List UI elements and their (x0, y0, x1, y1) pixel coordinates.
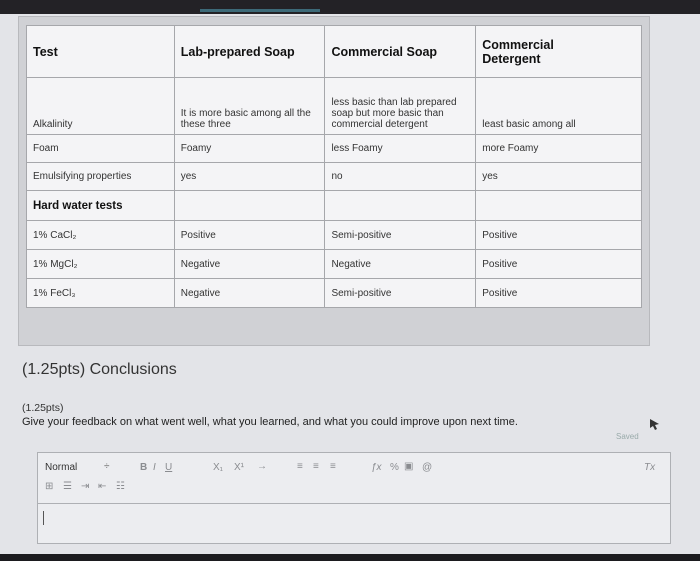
formula-button[interactable]: ƒx (371, 462, 382, 473)
cell-detergent: more Foamy (476, 135, 642, 163)
cell-commercial-soap: Negative (325, 250, 476, 279)
cell-lab: Positive (174, 221, 325, 250)
saved-status: Saved (616, 432, 639, 441)
results-table-panel (18, 16, 650, 346)
outdent-icon[interactable]: ⇤ (98, 481, 107, 492)
mouse-cursor-icon (647, 417, 661, 431)
header-detergent: Commercial Detergent (476, 26, 642, 78)
cell-test: Alkalinity (27, 78, 175, 135)
editor-text-area[interactable] (38, 504, 670, 542)
table-row (27, 279, 642, 308)
table-row (27, 163, 642, 191)
cell-lab: Negative (174, 250, 325, 279)
superscript-button[interactable]: X¹ (234, 462, 244, 473)
align-right-button[interactable]: ≡ (330, 461, 336, 472)
cell-detergent: Positive (476, 279, 642, 308)
page (0, 14, 700, 554)
points-label: (1.25pts) (22, 402, 64, 414)
section-row (27, 191, 642, 221)
header-lab-soap: Lab-prepared Soap (174, 26, 325, 78)
subscript-button[interactable]: X₁ (213, 462, 224, 473)
cell-commercial-soap: less basic than lab prepared soap but more basic than commercial detergent (325, 78, 476, 135)
header-test: Test (27, 26, 175, 78)
bottom-bezel (0, 554, 700, 561)
cell-commercial-soap: Semi-positive (325, 279, 476, 308)
header-commercial-soap: Commercial Soap (325, 26, 476, 78)
table-row (27, 250, 642, 279)
text-caret (43, 511, 44, 525)
cell-lab: Foamy (174, 135, 325, 163)
format-select[interactable]: Normal (45, 462, 78, 473)
arrow-button[interactable]: → (257, 461, 267, 472)
cell-detergent: Positive (476, 221, 642, 250)
insert-table-icon[interactable]: ⊞ (45, 481, 54, 492)
empty-cell (325, 191, 476, 221)
bold-button[interactable]: B (140, 462, 148, 473)
cell-detergent: least basic among all (476, 78, 642, 135)
section-label: Hard water tests (27, 191, 175, 221)
italic-button[interactable]: I (153, 462, 156, 473)
cell-test: Emulsifying properties (27, 163, 175, 191)
cell-commercial-soap: no (325, 163, 476, 191)
cell-test: 1% CaCl₂ (27, 221, 175, 250)
table-header-row (27, 26, 642, 78)
cell-detergent: yes (476, 163, 642, 191)
image-icon[interactable]: ▣ (404, 461, 414, 472)
cell-lab: It is more basic among all the these three (174, 78, 325, 135)
clear-format-button[interactable]: Tx (644, 462, 656, 473)
align-left-button[interactable]: ≡ (297, 461, 303, 472)
accent-bar (200, 9, 320, 12)
ordered-list-icon[interactable]: ☷ (116, 481, 125, 492)
indent-icon[interactable]: ⇥ (81, 481, 90, 492)
link-icon[interactable]: % (390, 462, 399, 473)
cell-commercial-soap: less Foamy (325, 135, 476, 163)
list-icon[interactable]: ☰ (63, 481, 72, 492)
table-row (27, 221, 642, 250)
cell-test: Foam (27, 135, 175, 163)
editor-toolbar (38, 453, 670, 504)
cell-lab: Negative (174, 279, 325, 308)
cell-test: 1% MgCl₂ (27, 250, 175, 279)
format-select-arrow-icon[interactable]: ÷ (104, 461, 110, 472)
empty-cell (476, 191, 642, 221)
attach-icon[interactable]: @ (422, 462, 433, 473)
rich-text-editor (37, 452, 671, 544)
conclusions-heading: (1.25pts) Conclusions (22, 361, 177, 378)
cell-commercial-soap: Semi-positive (325, 221, 476, 250)
table-row (27, 78, 642, 135)
question-prompt: Give your feedback on what went well, what you learned, and what you could improve upon next time. (22, 416, 518, 428)
underline-button[interactable]: U (165, 462, 173, 473)
results-table (26, 25, 642, 308)
cell-test: 1% FeCl₃ (27, 279, 175, 308)
cell-detergent: Positive (476, 250, 642, 279)
top-bezel (0, 0, 700, 14)
empty-cell (174, 191, 325, 221)
table-row (27, 135, 642, 163)
align-center-button[interactable]: ≡ (313, 461, 319, 472)
cell-lab: yes (174, 163, 325, 191)
